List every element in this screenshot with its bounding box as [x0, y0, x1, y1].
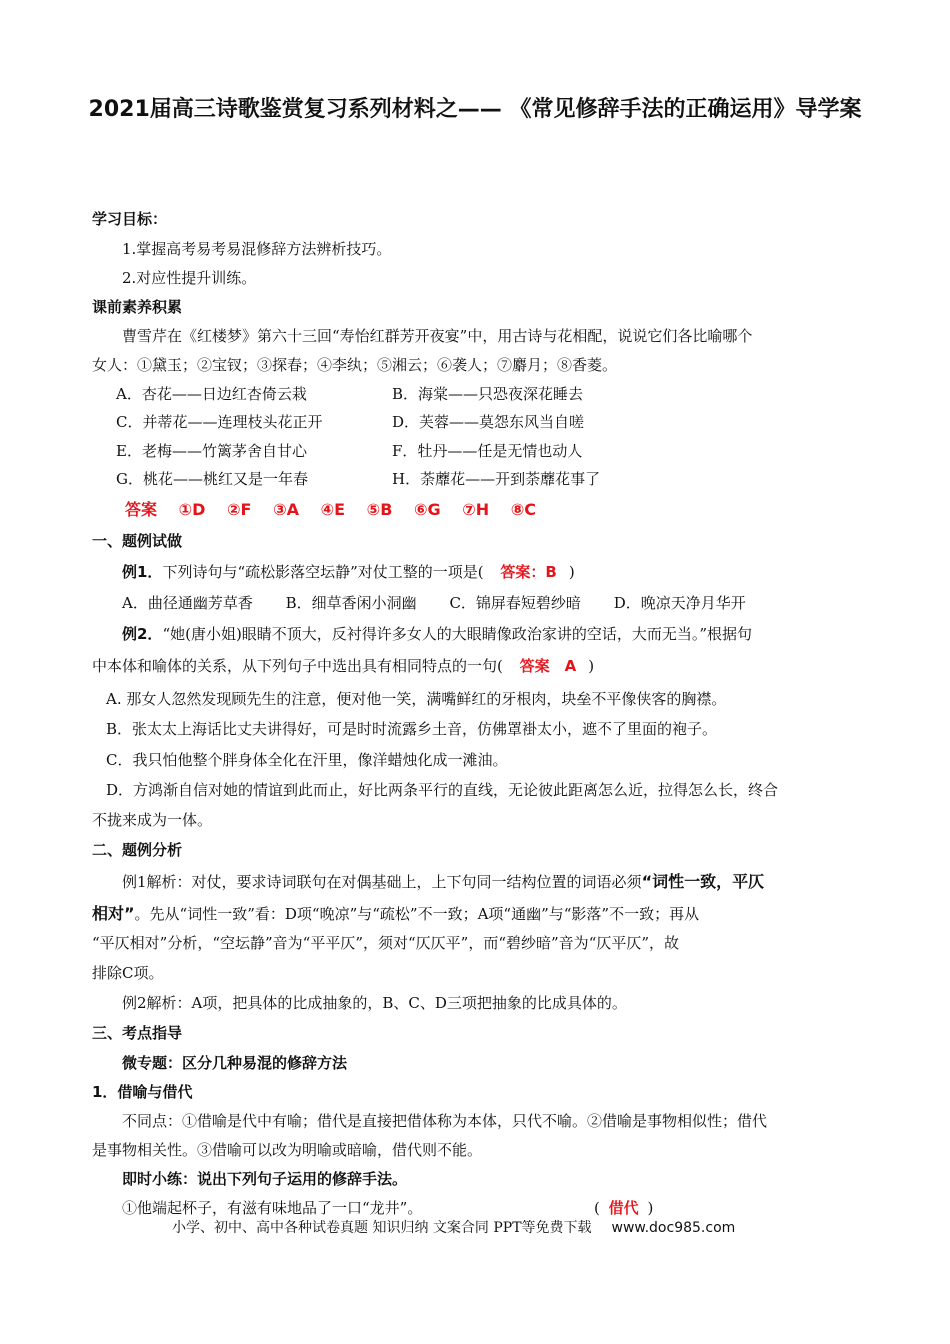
- goal-item: 1.掌握高考易考易混修辞方法辨析技巧。: [122, 240, 392, 258]
- flower-option: A．杏花——日边红杏倚云栽: [116, 385, 307, 403]
- example1-option: D．晚凉天净月华开: [613, 594, 746, 612]
- analysis1-emphasis: “词性一致，平仄: [641, 872, 765, 891]
- practice-heading: 即时小练：说出下列句子运用的修辞手法。: [122, 1170, 408, 1188]
- answer-key: [125, 497, 552, 520]
- flower-option: H．荼蘼花——开到荼蘼花事了: [392, 470, 601, 488]
- example2-answer: 答案 A: [519, 657, 577, 675]
- analysis1-text: 例1解析：对仗，要求诗词联句在对偶基础上，上下句同一结构位置的词语必须: [122, 873, 642, 891]
- example1-label: 例1．: [122, 563, 163, 581]
- flower-option: E．老梅——竹篱茅舍自甘心: [116, 442, 307, 460]
- example1-option: A．曲径通幽芳草香: [122, 594, 253, 612]
- practice-answer: [594, 1197, 653, 1218]
- answer-item: ③A: [273, 500, 299, 519]
- example2-option: D．方鸿渐自信对她的情谊到此而止，好比两条平行的直线，无论彼此距离怎么近，拉得怎么长，终合: [106, 781, 779, 799]
- answer-item: ⑦H: [462, 500, 490, 519]
- example2-close: ): [588, 657, 595, 675]
- flower-option: B．海棠——只恐夜深花睡去: [392, 385, 584, 403]
- example2-text: 中本体和喻体的关系，从下列句子中选出具有相同特点的一句(: [92, 657, 503, 675]
- example2-option: A. 那女人忽然发现顾先生的注意，便对他一笑，满嘴鲜红的牙根肉，块垒不平像侠客的胸襟。: [106, 690, 727, 708]
- point1-heading: 1．借喻与借代: [92, 1083, 193, 1101]
- analysis1-line2: [92, 901, 699, 924]
- example2-text: “她(唐小姐)眼睛不顶大，反衬得许多女人的大眼睛像政治家讲的空话，大而无当。”根据句: [162, 625, 752, 643]
- analysis1-line4: 排除C项。: [92, 964, 164, 982]
- answer-label: 答案: [125, 500, 158, 519]
- accumulate-paragraph: 曹雪芹在《红楼梦》第六十三回“寿怡红群芳开夜宴”中，用古诗与花相配，说说它们各比喻哪个: [122, 327, 753, 345]
- answer-item: ①D: [178, 500, 206, 519]
- example1: [122, 561, 575, 582]
- answer-item: ⑧C: [510, 500, 537, 519]
- answer-item: ⑤B: [366, 500, 393, 519]
- practice-question: ①他端起杯子，有滋有味地品了一口“龙井”。: [122, 1199, 423, 1217]
- accumulate-heading: 课前素养积累: [92, 298, 183, 316]
- practice-answer-text: 借代: [608, 1199, 639, 1217]
- example1-close: ): [568, 563, 575, 581]
- example1-text: 下列诗句与“疏松影落空坛静”对仗工整的一项是(: [162, 563, 484, 581]
- section2-heading: 二、题例分析: [92, 841, 183, 859]
- example1-option: C．锦屏春短碧纱暗: [449, 594, 581, 612]
- accumulate-paragraph: 女人：①黛玉；②宝钗；③探春；④李纨；⑤湘云；⑥袭人；⑦麝月；⑧香菱。: [92, 356, 618, 374]
- example1-options: [122, 592, 746, 613]
- section3-heading: 三、考点指导: [92, 1024, 183, 1042]
- answer-item: ⑥G: [413, 500, 441, 519]
- footer-text: 小学、初中、高中各种试卷真题 知识归纳 文案合同 PPT等免费下载: [172, 1220, 592, 1236]
- example2-option: B．张太太上海话比丈夫讲得好，可是时时流露乡土音，仿佛罩褂太小，遮不了里面的袍子。: [106, 720, 718, 738]
- example2: [122, 623, 752, 644]
- example2-label: 例2．: [122, 625, 163, 643]
- example2-line2: [92, 655, 594, 676]
- difference-text: 不同点：①借喻是代中有喻；借代是直接把借体称为本体，只代不喻。②借喻是事物相似性；借代: [122, 1112, 768, 1130]
- example2-option: C．我只怕他整个胖身体全化在汗里，像洋蜡烛化成一滩油。: [106, 751, 508, 769]
- section1-heading: 一、题例试做: [92, 532, 183, 550]
- practice-paren: ): [647, 1199, 654, 1217]
- answer-item: ④E: [320, 500, 346, 519]
- subtopic-heading: 微专题：区分几种易混的修辞方法: [122, 1054, 348, 1072]
- goal-item: 2.对应性提升训练。: [122, 269, 257, 287]
- goals-heading: 学习目标：: [92, 210, 168, 228]
- practice-paren: (: [594, 1199, 600, 1217]
- flower-option: C．并蒂花——连理枝头花正开: [116, 413, 323, 431]
- analysis2: 例2解析：A项，把具体的比成抽象的，B、C、D三项把抽象的比成具体的。: [122, 994, 627, 1012]
- example1-answer: 答案：B: [500, 563, 557, 581]
- analysis1: [122, 869, 764, 892]
- example1-option: B．细草香闲小洞幽: [285, 594, 417, 612]
- flower-option: F．牡丹——任是无情也动人: [392, 442, 583, 460]
- analysis1-text: 。先从“词性一致”看：D项“晚凉”与“疏松”不一致；A项“通幽”与“影落”不一致；再从: [134, 905, 700, 923]
- page-footer: [172, 1217, 735, 1237]
- example2-option: 不拢来成为一体。: [92, 811, 213, 829]
- difference-text: 是事物相关性。③借喻可以改为明喻或暗喻，借代则不能。: [92, 1141, 483, 1159]
- flower-option: D．芙蓉——莫怨东风当自嗟: [392, 413, 585, 431]
- analysis1-line3: “平仄相对”分析，“空坛静”音为“平平仄”，须对“仄仄平”，而“碧纱暗”音为“仄平仄”，故: [92, 934, 680, 952]
- answer-item: ②F: [227, 500, 252, 519]
- flower-option: G．桃花——桃红又是一年春: [116, 470, 308, 488]
- footer-site-link[interactable]: www.doc985.com: [611, 1220, 736, 1236]
- document-title: 2021届高三诗歌鉴赏复习系列材料之—— 《常见修辞手法的正确运用》导学案: [88, 97, 862, 122]
- analysis1-emphasis: 相对”: [92, 904, 135, 923]
